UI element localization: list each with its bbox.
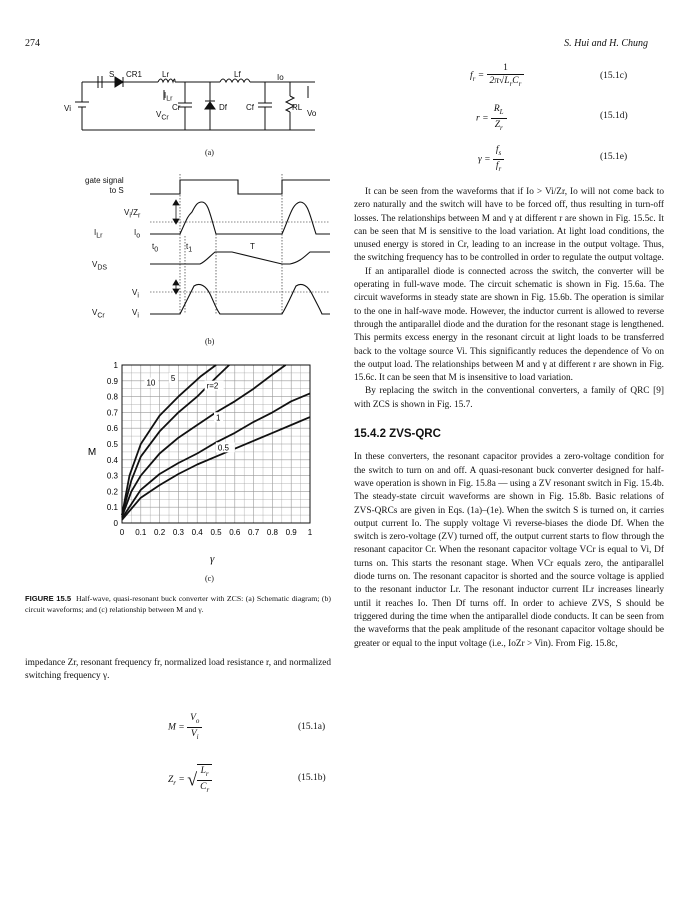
schematic-label-rl: RL xyxy=(292,103,303,112)
wave-label-vi-zr: $V_i/Z_r$ xyxy=(124,208,141,220)
panel-c-label: (c) xyxy=(205,574,214,583)
schematic-label-vo: Vo xyxy=(307,109,317,118)
wave-label-vds: $V_{DS}$ xyxy=(92,260,108,272)
m-vs-gamma-chart xyxy=(82,355,322,560)
chart-x-axis-label: γ xyxy=(210,553,215,565)
wave-label-io: $I_o$ xyxy=(134,228,141,240)
series-label: 10 xyxy=(146,378,156,388)
y-tick-label: 0 xyxy=(113,519,118,528)
wave-label-t0: $t_0$ xyxy=(152,242,159,254)
right-para-4: In these converters, the resonant capacitor provides a zero-voltage condition for the switch to turn on and off. A quasi-resonant buck converter designed for half-wave operation is shown in Fig. 15.8a — using a ZV resonant switch in Fig. 15.4b. The steady-state circuit waveforms are shown in Fig. 15.8b. Basic relations of ZVS-QRCs are given in Eqs. (1a)–(1e). When the switch S is turned on, it carries output current Io. The supply voltage Vi reverse-biases the diode Df. When the switch is zero-voltage (ZV) turned off, the output current starts to flow through the resonant capacitor Cr. When the resonant capacitor voltage VCr is equal to Vi, Df turns on. This starts the resonant stage. When VCr equals zero, the antiparallel diode turns on. The resonant capacitor is shorted and the source voltage is applied to the resonant inductor Lr. The resonant inductor current ILr increases linearly until it reaches Io. Then Df turns off. In order to achieve ZVS, S should be triggered during the time when the antiparallel diode conducts. It can be seen from the waveforms that the peak amplitude of the resonant capacitor voltage should be greater or equal to the input voltage (i.e., IoZr > Vin). From Fig. 15.8c, xyxy=(354,452,664,649)
eq-15-1a-number: (15.1a) xyxy=(298,722,326,732)
gate-signal-label-2: to S xyxy=(109,186,124,195)
schematic-label-vcr: $V_{Cr}$ xyxy=(156,110,169,122)
y-tick-label: 0.4 xyxy=(106,455,118,465)
x-tick-label: 0.7 xyxy=(248,528,260,537)
schematic-label-df: Df xyxy=(219,103,227,112)
series-label: 5 xyxy=(170,373,176,383)
schematic-label-cr: Cr xyxy=(172,103,181,112)
schematic-label-vi: Vi xyxy=(64,104,71,113)
gate-signal-label: gate signal xyxy=(85,176,124,185)
equation-15-1e: γ = $\frac{f_s}{f_r}$ xyxy=(478,144,504,175)
y-tick-label: 0.9 xyxy=(106,376,118,386)
equation-15-1b: $Z_r$ = √ $\frac{L_r}{C_r}$ xyxy=(168,764,212,796)
schematic-label-cr1: CR1 xyxy=(126,70,143,79)
x-tick-label: 0.1 xyxy=(135,528,147,537)
panel-b-label: (b) xyxy=(205,337,215,346)
y-tick-label: 0.3 xyxy=(106,471,118,481)
equation-15-1d: r = $\frac{R_L}{Z_r}$ xyxy=(476,103,507,134)
left-paragraph xyxy=(25,657,331,684)
schematic-diagram xyxy=(60,62,330,142)
x-tick-label: 0.2 xyxy=(154,528,166,537)
series-label: r=2 xyxy=(206,381,219,391)
section-heading: 15.4.2 ZVS-QRC xyxy=(354,428,441,441)
schematic-label-ilr: $I_{Lr}$ xyxy=(164,91,173,103)
y-tick-label: 1 xyxy=(113,361,118,370)
left-para-text: impedance Zr, resonant frequency fr, normalized load resistance r, and normalized switching frequency γ. xyxy=(25,658,331,682)
wave-label-ilr: $I_{Lr}$ xyxy=(94,228,103,240)
x-tick-label: 0.9 xyxy=(285,528,297,537)
right-para-2: If an antiparallel diode is connected across the switch, the converter will be operating in full-wave mode. The circuit schematic is shown in Fig. 15.6a. The circuit waveforms in steady state are shown in Fig. 15.6b. The operation is similar to the one in half-wave mode. However, the inductor current is allowed to reverse through the antiparallel diode and the duration for the resonant stage is lengthened. This permits excess energy in the resonant circuit at light loads to be transferred back to the voltage source Vi. This significantly reduces the dependence of Vo on the output load. The relationships between M and γ at different r are shown in Fig. 15.6c. It can be seen that M is insensitive to load variation. xyxy=(354,266,664,384)
wave-label-vi-2: $V_i$ xyxy=(132,308,139,320)
x-tick-label: 0.4 xyxy=(191,528,203,537)
y-tick-label: 0.5 xyxy=(106,440,118,449)
schematic-label-lr: Lr xyxy=(162,70,170,79)
y-tick-label: 0.7 xyxy=(106,408,118,418)
schematic-label-s: S xyxy=(109,70,115,79)
eq-15-1b-number: (15.1b) xyxy=(298,773,326,783)
eq-15-1d-number: (15.1d) xyxy=(600,111,628,121)
schematic-label-cf: Cf xyxy=(246,103,254,112)
panel-a-label: (a) xyxy=(205,148,214,157)
y-tick-label: 0.8 xyxy=(106,392,118,402)
equation-15-1c: $f_r$ = $\frac{1}{2\pi√L_rC_r}$ xyxy=(470,62,524,90)
eq-15-1e-number: (15.1e) xyxy=(600,152,628,162)
wave-label-vcr: $V_{Cr}$ xyxy=(92,308,105,320)
y-tick-label: 0.2 xyxy=(106,487,118,497)
x-tick-label: 0 xyxy=(119,528,125,537)
page-number: 274 xyxy=(25,38,40,49)
caption-label: FIGURE 15.5 xyxy=(25,594,72,603)
x-tick-label: 0.6 xyxy=(229,528,241,537)
schematic-label-lf: Lf xyxy=(234,70,241,79)
series-label: 1 xyxy=(216,413,221,423)
x-tick-label: 0.3 xyxy=(172,528,184,537)
right-para-3: By replacing the switch in the conventional converters, a family of QRC [9] with ZCS is shown in Fig. 15.7. xyxy=(354,386,664,410)
caption-text: Half-wave, quasi-resonant buck converter with ZCS: (a) Schematic diagram; (b) circuit waveforms; and (c) relationship between M and γ. xyxy=(25,594,331,615)
wave-label-t1: $t_1$ xyxy=(186,242,193,254)
right-para-1: It can be seen from the waveforms that if Io > Vi/Zr, Io will not come back to zero naturally and the switch will have to be forced off, thus resulting in turn-off losses. The relationships between M and γ at different r are shown in Fig. 15.5c. It can be seen that M is sensitive to the load variation. At light load conditions, the unused energy is stored in Cr, leading to an increase in the output voltage. Thus, the switching frequency has to be controlled in order to regulate the output voltage. xyxy=(354,187,664,264)
x-tick-label: 0.5 xyxy=(210,528,222,537)
x-tick-label: 1 xyxy=(307,528,313,537)
eq-15-1c-number: (15.1c) xyxy=(600,71,628,81)
y-tick-label: 0.1 xyxy=(106,503,118,513)
chart-y-axis-label: M xyxy=(87,447,97,458)
figure-caption xyxy=(25,593,331,616)
waveform-diagram xyxy=(150,174,340,324)
equation-15-1a: M = $\frac{V_o}{V_i}$ xyxy=(168,712,202,743)
series-label: 0.5 xyxy=(217,443,230,453)
wave-label-t: T xyxy=(250,242,255,251)
x-tick-label: 0.8 xyxy=(266,528,278,537)
schematic-label-io: Io xyxy=(277,73,284,82)
right-column-text xyxy=(354,186,664,651)
running-head: S. Hui and H. Chung xyxy=(564,38,648,49)
wave-label-vi-1: $V_i$ xyxy=(132,288,139,300)
y-tick-label: 0.6 xyxy=(106,424,118,434)
